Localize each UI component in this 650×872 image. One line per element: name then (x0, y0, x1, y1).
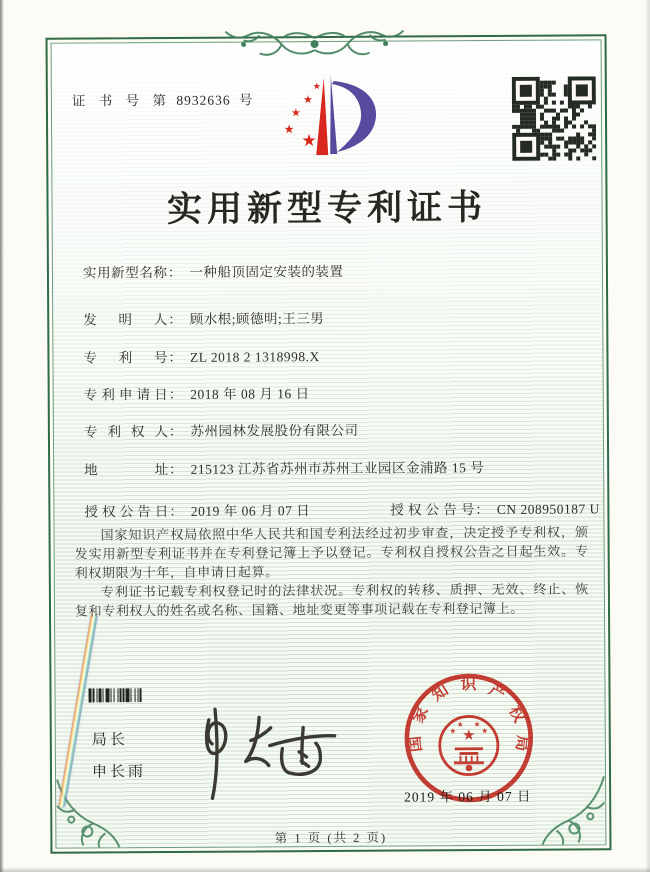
field-value: 2018 年 08 月 16 日 (190, 386, 310, 402)
field-label: 授权公告号 (390, 502, 475, 518)
field-value: 2019 年 06 月 07 日 (190, 503, 311, 519)
qr-code (512, 76, 597, 161)
field-colon: ： (168, 386, 183, 402)
field-grant-publication-number (390, 497, 600, 518)
national-emblem-icon (440, 716, 498, 774)
field-label: 专利号 (83, 349, 168, 366)
field-row-utility-model-name (83, 258, 588, 281)
field-label: 授权公告日 (84, 503, 169, 520)
field-value: ZL 2018 2 1318998.X (189, 349, 320, 365)
svg-text:★: ★ (283, 122, 295, 137)
certificate-number-suffix: 号 (238, 92, 253, 108)
field-colon: ： (168, 349, 183, 365)
svg-text:家: 家 (409, 704, 432, 726)
scan-edge-bottom (0, 867, 650, 872)
certificate-number-value: 8932636 (176, 92, 231, 108)
svg-text:权: 权 (505, 703, 528, 726)
certificate-frame (46, 34, 612, 853)
field-colon: ： (169, 503, 183, 519)
signer-position: 局长 (91, 731, 128, 749)
field-value: 一种船顶固定安装的装置 (189, 263, 344, 280)
legal-paragraph-2: 专利证书记载专利权登记时的法律状况。专利权的转移、质押、无效、终止、恢复和专利权人的姓名或名称、国籍、地址变更等事项记载在专利登记簿上。 (74, 581, 589, 619)
svg-text:★: ★ (449, 726, 457, 736)
certificate-title: 实用新型专利证书 (166, 188, 488, 229)
signer-name: 申长雨 (91, 763, 147, 781)
field-row-grant-publication (84, 497, 600, 520)
scan-edge-right (645, 0, 650, 872)
field-label: 专利权人 (83, 423, 168, 440)
field-colon: ： (475, 502, 489, 518)
svg-text:识: 识 (460, 676, 477, 694)
field-value: 苏州园林发展股份有限公司 (190, 422, 359, 439)
field-value: 215123 江苏省苏州市苏州工业园区金浦路 15 号 (190, 460, 485, 477)
svg-text:★: ★ (473, 719, 481, 729)
svg-text:局: 局 (512, 734, 532, 753)
certificate-number-prefix: 证 书 号 第 (71, 92, 172, 109)
field-value: 顾水根;顾德明;王三男 (189, 311, 325, 327)
handwritten-signature (197, 696, 348, 807)
page-number: 第 1 页 (共 2 页) (274, 830, 388, 846)
svg-text:★: ★ (456, 719, 464, 729)
svg-text:★: ★ (481, 726, 489, 736)
svg-text:★: ★ (312, 82, 321, 93)
svg-text:国: 国 (406, 735, 426, 753)
svg-text:★: ★ (462, 727, 476, 744)
seal-date: 2019 年 06 月 07 日 (404, 788, 532, 805)
svg-text:★: ★ (302, 93, 313, 107)
field-row-inventors (83, 305, 588, 328)
field-row-address (84, 455, 589, 478)
field-label: 实用新型名称 (82, 264, 167, 281)
cnipa-logo-icon (281, 71, 392, 165)
legal-text (74, 522, 589, 620)
field-row-patent-number (83, 343, 588, 366)
field-label: 地址 (84, 461, 169, 478)
svg-text:产: 产 (485, 681, 508, 705)
field-colon: ： (169, 461, 183, 477)
certificate-number (72, 88, 253, 109)
top-ornament (219, 21, 409, 68)
field-colon: ： (168, 311, 182, 327)
field-colon: ： (168, 423, 183, 439)
svg-text:★: ★ (301, 131, 317, 152)
field-row-patentee (84, 417, 589, 440)
svg-text:知: 知 (429, 681, 452, 705)
field-row-filing-date (84, 380, 589, 403)
field-label: 发明人 (83, 311, 168, 328)
legal-paragraph-1: 国家知识产权局依照中华人民共和国专利法经过初步审查，决定授予专利权，颁发实用新型专利证书并在专利登记簿上予以登记。专利权自授权公告之日起生效。专利权期限为十年，自申请日起算。 (74, 524, 589, 581)
field-value: CN 208950187 U (496, 501, 600, 517)
field-colon: ： (167, 264, 182, 280)
scan-edge-left (0, 0, 4, 872)
barcode (88, 688, 162, 702)
field-label: 专利申请日 (83, 386, 168, 403)
svg-text:★: ★ (290, 106, 301, 120)
